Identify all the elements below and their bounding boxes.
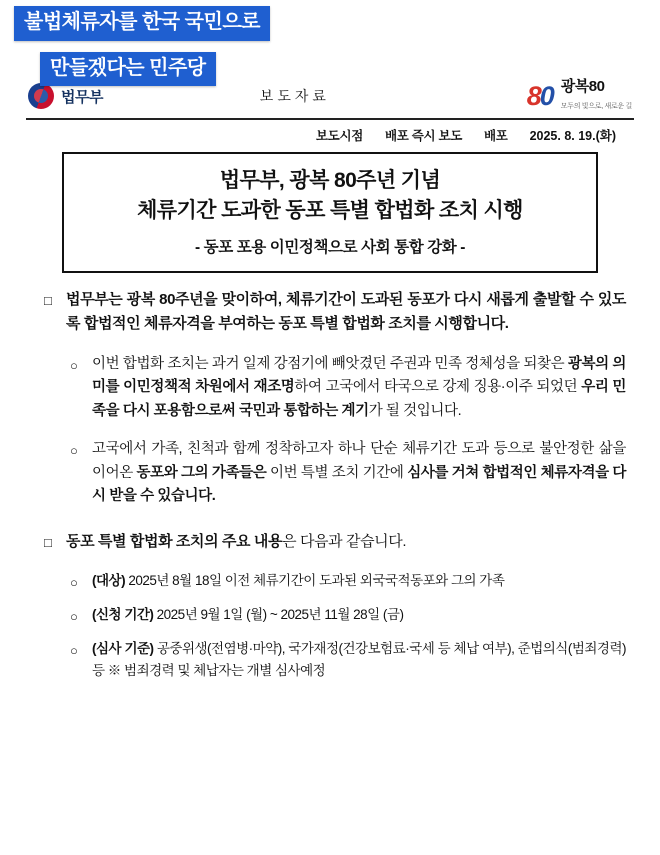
p2-seg5: 가 될 것입니다. bbox=[368, 402, 462, 419]
paragraph-4 bbox=[44, 530, 626, 554]
paragraph-2 bbox=[70, 353, 626, 423]
detail-target-label: (대상) bbox=[92, 572, 126, 588]
dateline-distribute-label: 배포 bbox=[484, 129, 508, 143]
detail-target-value: 2025년 8월 18일 이전 체류기간이 도과된 외국국적동포와 그의 가족 bbox=[125, 572, 505, 588]
p3-seg1: 고국에서 가족, 친척과 함께 정착하고자 하나 단순 체류기간 도과 등으로 불안정한 삶을 이어온 bbox=[92, 441, 626, 481]
anniversary-subtitle: 모두의 빛으로, 새로운 길 bbox=[560, 103, 632, 110]
p2-seg1: 이번 합법화 조치는 과거 일제 강점기에 빼앗겼던 주권과 민족 정체성을 되찾은 bbox=[92, 355, 568, 372]
p4-seg1: 동포 특별 합법화 조치의 주요 내용 bbox=[66, 532, 283, 550]
anniversary-mark-icon: 80 bbox=[526, 80, 553, 111]
square-bullet-icon: □ bbox=[44, 534, 52, 550]
p3-seg4: 심사를 거쳐 합법적인 체류자격을 다시 받을 수 있습니다. bbox=[92, 464, 626, 505]
paragraph-3-text bbox=[92, 438, 626, 508]
detail-item-period-text bbox=[92, 604, 626, 626]
title-line-1: 법무부, 광복 80주년 기념 bbox=[219, 169, 441, 192]
dateline-date: 2025. 8. 19.(화) bbox=[529, 129, 616, 143]
detail-criteria-value: 공중위생(전염병·마약), 국가재정(건강보험료·국세 등 체납 여부), 준법의식(범죄경력) 등 ※ 범죄경력 및 체납자는 개별 심사예정 bbox=[92, 640, 626, 678]
ministry-name: 법무부 bbox=[61, 88, 103, 106]
circle-bullet-icon: ○ bbox=[70, 443, 78, 459]
overlay-caption bbox=[14, 6, 270, 86]
paragraph-3 bbox=[70, 438, 626, 508]
paragraph-1 bbox=[44, 288, 626, 337]
anniversary-logo bbox=[527, 79, 632, 113]
press-release-label: 보도자료 bbox=[259, 88, 330, 104]
title-subtitle: - 동포 포용 이민정책으로 사회 통합 강화 - bbox=[194, 238, 466, 256]
anniversary-text bbox=[561, 79, 632, 113]
dateline bbox=[26, 126, 634, 144]
dateline-label: 보도시점 bbox=[315, 129, 363, 143]
p2-seg4: 우리 민족을 다시 포용함으로써 국민과 통합하는 계기 bbox=[92, 379, 627, 419]
detail-period-value: 2025년 9월 1일 (월) ~ 2025년 11월 28일 (금) bbox=[153, 606, 404, 622]
body-content bbox=[44, 288, 626, 693]
p4-seg2: 은 다음과 같습니다. bbox=[282, 532, 407, 550]
paragraph-4-text bbox=[66, 530, 626, 554]
title-line-2: 체류기간 도과한 동포 특별 합법화 조치 시행 bbox=[137, 198, 523, 222]
detail-criteria-label: (심사 기준) bbox=[92, 640, 154, 656]
detail-period-label: (신청 기간) bbox=[92, 606, 154, 622]
paragraph-1-text: 법무부는 광복 80주년을 맞이하여, 체류기간이 도과된 동포가 다시 새롭게 출발할 수 있도록 합법적인 체류자격을 부여하는 동포 특별 합법화 조치를 시행합니다. bbox=[66, 291, 626, 333]
dateline-embargo: 배포 즉시 보도 bbox=[385, 129, 462, 143]
square-bullet-icon: □ bbox=[44, 293, 52, 308]
anniversary-title: 광복80 bbox=[560, 78, 605, 96]
overlay-caption-line1: 불법체류자를 한국 국민으로 bbox=[14, 6, 270, 41]
overlay-caption-line2: 만들겠다는 민주당 bbox=[40, 52, 216, 87]
p2-seg3: 하여 고국에서 타국으로 강제 징용·이주 되었던 bbox=[294, 379, 582, 396]
detail-item-target bbox=[70, 570, 626, 593]
p3-seg2: 동포와 그의 가족들은 bbox=[136, 464, 267, 481]
p3-seg3: 이번 특별 조치 기간에 bbox=[266, 464, 408, 481]
circle-bullet-icon: ○ bbox=[70, 574, 78, 590]
circle-bullet-icon: ○ bbox=[70, 357, 78, 373]
paragraph-2-text bbox=[92, 353, 626, 423]
detail-item-target-text bbox=[92, 570, 626, 592]
header-divider bbox=[26, 118, 634, 120]
circle-bullet-icon: ○ bbox=[70, 608, 78, 624]
detail-item-criteria-text bbox=[92, 638, 626, 682]
ministry-logo bbox=[28, 83, 103, 109]
taegeuk-icon bbox=[28, 83, 54, 109]
detail-item-period bbox=[70, 604, 626, 627]
detail-item-criteria bbox=[70, 638, 626, 682]
circle-bullet-icon: ○ bbox=[70, 642, 78, 658]
p2-seg2: 광복의 의미를 이민정책적 차원에서 재조명 bbox=[92, 355, 626, 396]
title-box bbox=[62, 152, 598, 273]
